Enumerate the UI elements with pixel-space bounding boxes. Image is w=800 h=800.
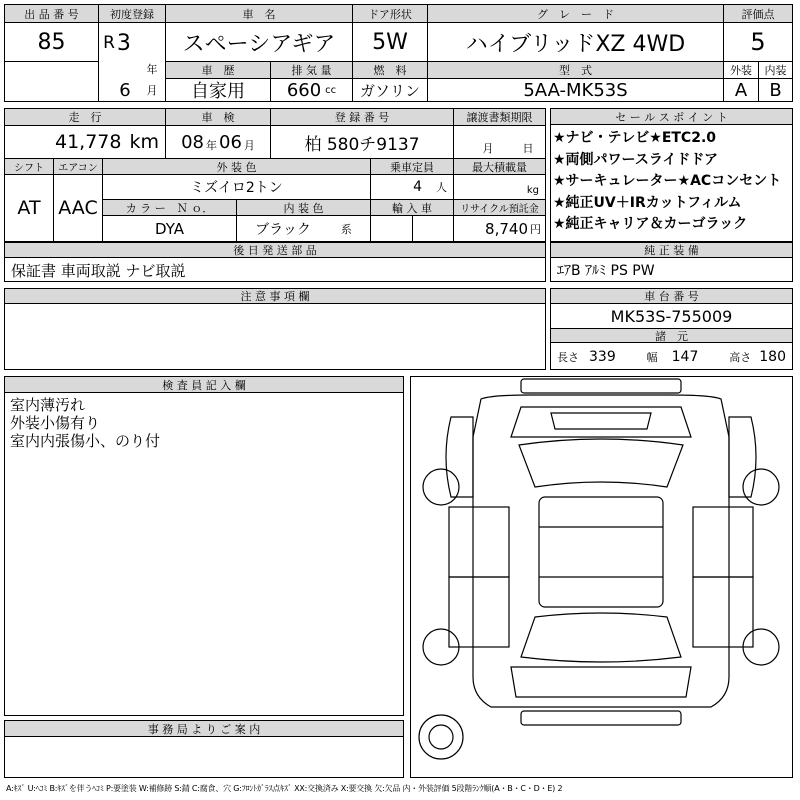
color-no-label: カ ラ ー Ｎ ｏ． — [103, 200, 236, 215]
shift-label: シフト — [5, 159, 53, 174]
dims-label: 諸 元 — [551, 328, 792, 343]
office-label: 事 務 局 よ り ご 案 内 — [5, 721, 403, 737]
mileage-label: 走 行 — [5, 109, 165, 125]
max-load-unit: kg — [526, 184, 539, 196]
import-label: 輸 入 車 — [371, 200, 453, 215]
score: 5 — [750, 28, 766, 56]
transfer-day-unit: 日 — [522, 142, 534, 155]
door-front-left — [449, 507, 509, 577]
sales-point: ★純正キャリア＆カーゴラック — [553, 216, 748, 232]
front-bumper — [521, 379, 681, 393]
year-unit: 年 — [146, 63, 158, 76]
notice-label: 注 意 事 項 欄 — [5, 289, 545, 304]
door-rear-right — [693, 577, 753, 647]
max-load-label: 最大積載量 — [454, 159, 545, 174]
later-parts-label: 後 日 発 送 部 品 — [5, 243, 545, 258]
rear-window — [521, 613, 681, 662]
car-name: スペーシアギア — [182, 31, 336, 57]
recycle-label: リサイクル預託金 — [454, 200, 545, 215]
interior-color: ブラック 系 — [255, 221, 352, 238]
interior-label: 内装 — [764, 64, 787, 77]
grille — [551, 413, 651, 429]
history: 自家用 — [191, 81, 245, 102]
spare-wheel — [419, 715, 463, 759]
height-label: 高さ — [729, 350, 752, 364]
sales-point: ★サーキュレーター★ACコンセント — [553, 173, 782, 189]
ac-label: エアコン — [54, 159, 102, 174]
exterior-color: ミズイロ2トン — [190, 180, 283, 196]
fuel: ガソリン — [359, 81, 420, 100]
mileage: 41,778 km — [55, 131, 159, 153]
car-name-label: 車 名 — [166, 5, 352, 22]
interior-grade: B — [769, 79, 782, 101]
wheel-front-right — [743, 469, 779, 505]
width: 147 — [671, 348, 699, 365]
door-front-right — [693, 507, 753, 577]
sales-point: ★両側パワースライドドア — [553, 151, 719, 168]
later-parts-value: 保証書 車両取説 ナビ取説 — [11, 261, 186, 280]
inspection-date: 08 年 06 月 — [181, 131, 255, 153]
sales-points-label: セ ー ル ス ポ イ ン ト — [551, 109, 792, 125]
first-reg-label: 初度登録 — [99, 5, 165, 22]
height: 180 — [759, 348, 786, 365]
dims-row — [551, 344, 792, 369]
model: 5AA-MK53S — [523, 79, 628, 101]
model-label: 型 式 — [428, 62, 723, 78]
lot-number: 85 — [37, 29, 66, 55]
displacement: 660 cc — [286, 79, 337, 101]
door-type: 5W — [372, 29, 408, 55]
color-label: 外 装 色 — [103, 159, 370, 174]
lot-label: 出 品 番 号 — [5, 5, 98, 22]
first-reg-era: R 3 — [103, 30, 131, 56]
equipment-value: ｴｱB ｱﾙﾐ PS PW — [557, 263, 655, 279]
first-reg-month: 6 — [119, 79, 131, 101]
sales-points-list — [553, 128, 791, 236]
shift: AT — [17, 197, 41, 219]
grade: ハイブリッドXZ 4WD — [465, 31, 686, 57]
hood — [511, 407, 691, 437]
body-outline — [473, 395, 729, 707]
sales-point: ★ナビ・テレビ★ETC2.0 — [553, 130, 717, 146]
plate-label: 登 録 番 号 — [271, 109, 453, 125]
recycle-fee: 8,740 円 — [485, 219, 541, 238]
windshield — [519, 439, 683, 487]
equipment-label: 純 正 装 備 — [551, 243, 792, 258]
capacity: 4 人 — [413, 179, 447, 195]
displacement-label: 排 気 量 — [271, 62, 352, 78]
month-unit: 月 — [146, 84, 158, 97]
capacity-label: 乗車定員 — [371, 159, 453, 174]
plate-number: 柏 580チ9137 — [304, 134, 420, 155]
transfer-label: 譲渡書類期限 — [454, 109, 545, 125]
rear-bumper — [521, 711, 681, 725]
roof — [539, 497, 663, 607]
history-label: 車 歴 — [166, 62, 270, 78]
inspector-note: 外装小傷有り — [10, 414, 101, 432]
inspector-note: 室内薄汚れ — [10, 396, 86, 414]
tailgate — [511, 667, 691, 697]
chassis-number: MK53S-755009 — [610, 306, 733, 326]
inspector-label: 検 査 員 記 入 欄 — [5, 377, 403, 393]
length-label: 長さ — [557, 350, 579, 364]
length: 339 — [589, 348, 616, 365]
front-fender-left — [446, 417, 473, 497]
grade-label: グ レ ー ド — [428, 5, 723, 22]
chassis-label: 車 台 番 号 — [551, 289, 792, 304]
exterior-grade: A — [734, 79, 748, 101]
ac-type: AAC — [58, 197, 98, 219]
legend: A:ｷｽﾞ U:ﾍｺﾐ B:ｷｽﾞを伴うﾍｺﾐ P:要塗装 W:補修跡 S:錆 C:腐食、穴 G:ﾌﾛﾝﾄｶﾞﾗｽ点ｷｽﾞ XX:交換済み X:要交換 欠:欠品 内・外装評価 5段階ﾗﾝｸ順(A・B・C・D・E) 2 — [6, 783, 563, 793]
car-diagram — [411, 377, 792, 777]
fuel-label: 燃 料 — [353, 62, 427, 78]
color-no: DYA — [155, 219, 184, 238]
wheel-front-left — [423, 469, 459, 505]
inspection-label: 車 検 — [166, 109, 270, 125]
interior-color-label: 内 装 色 — [237, 200, 370, 215]
transfer-month-unit: 月 — [482, 142, 494, 155]
inspector-note: 室内内張傷小、のり付 — [10, 432, 161, 450]
score-label: 評価点 — [724, 5, 792, 22]
sales-point: ★純正UV＋IRカットフィルム — [553, 194, 742, 211]
width-label: 幅 — [646, 350, 658, 364]
inspector-notes — [10, 396, 400, 450]
door-rear-left — [449, 577, 509, 647]
exterior-label: 外装 — [730, 64, 752, 77]
door-label: ドア形状 — [353, 5, 427, 22]
front-fender-right — [729, 417, 756, 497]
